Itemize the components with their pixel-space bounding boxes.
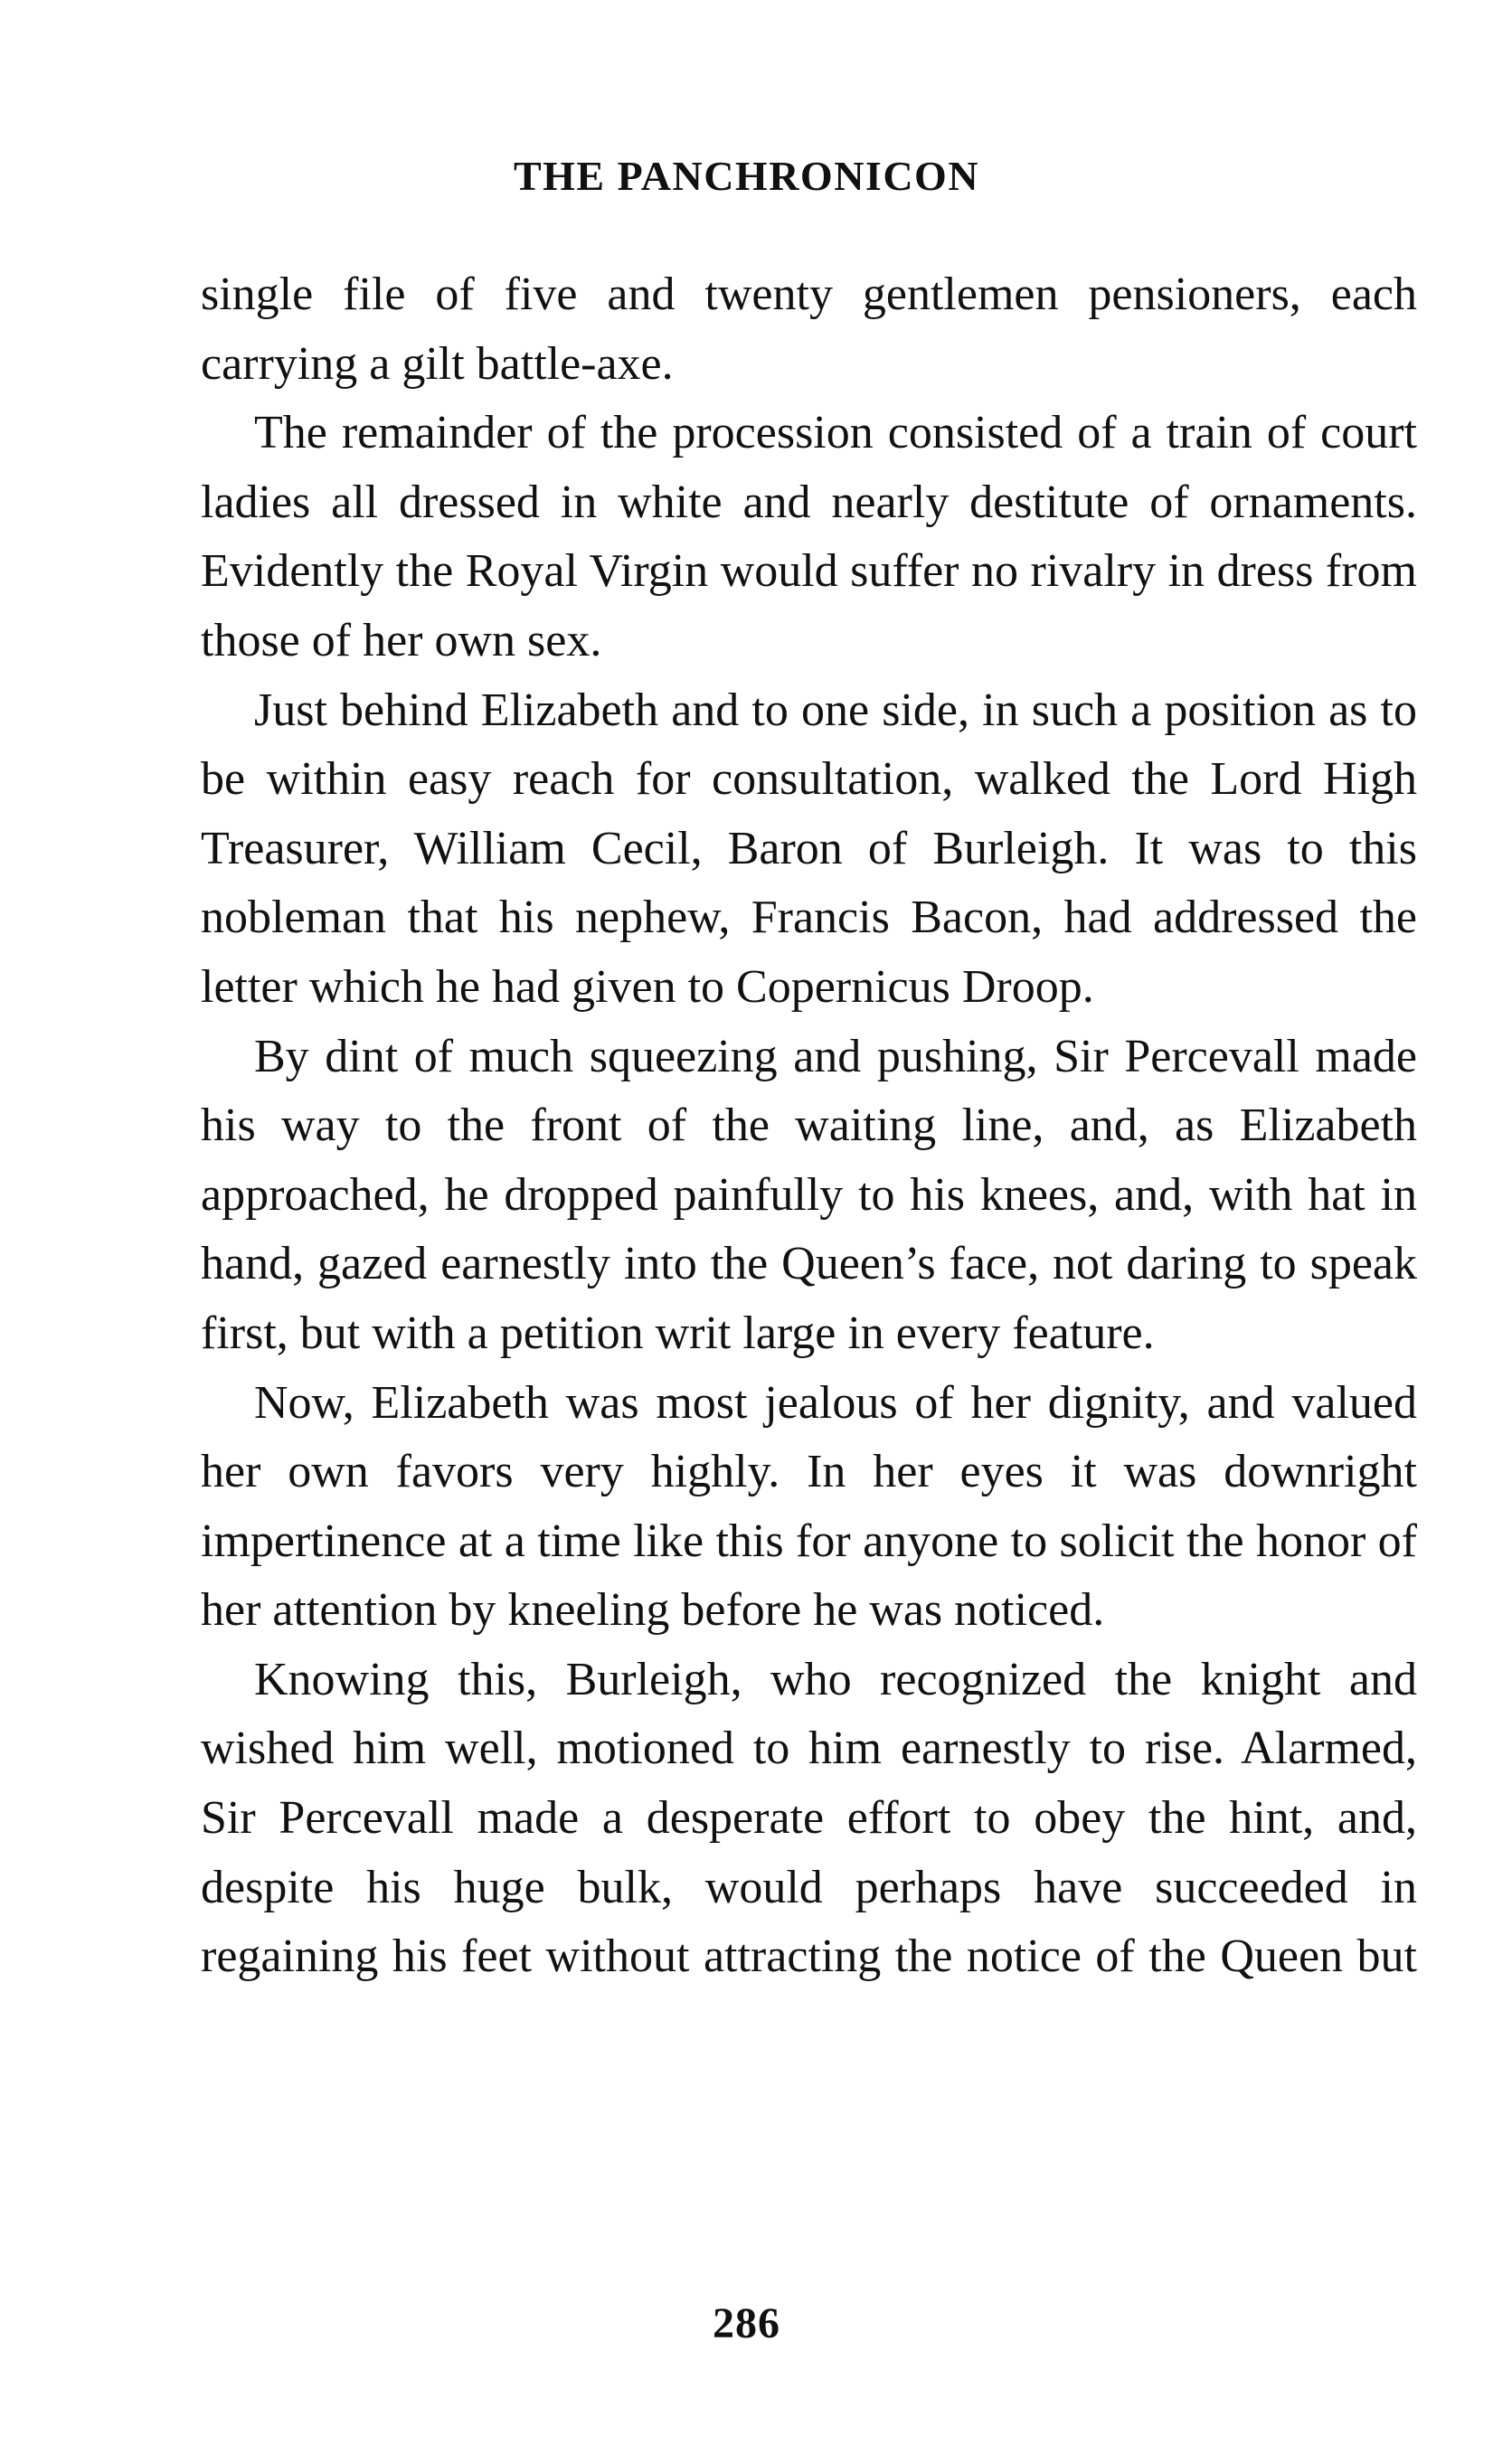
paragraph-continued: single file of five and twenty gentlemen pensioners, each carrying a gilt battle-axe. [201,269,1417,390]
paragraph: Just behind Elizabeth and to one side, in such a position as to be within easy reach for consultation, walked the Lord High Treasurer, William Cecil, Baron of Burleigh. It was to this nobleman that his nephew, Francis Bacon, had addressed the letter which he had given to Copernicus Droop. [201,684,1417,1013]
page-number: 286 [713,2299,780,2347]
paragraph: The remainder of the procession consisted of a train of court ladies all dressed in white and nearly destitute of ornaments. Evidently the Royal Virgin would suffer no rivalry in dress from those of her own sex. [201,407,1417,666]
body-text [201,260,1417,1992]
paragraph: Now, Elizabeth was most jealous of her dignity, and valued her own favors very highly. In her eyes it was downright impertinence at a time like this for anyone to solicit the honor of her attention by kneeling before he was noticed. [201,1376,1417,1637]
paragraph: By dint of much squeezing and pushing, Sir Percevall made his way to the front of the waiting line, and, as Elizabeth approached, he dropped painfully to his knees, and, with hat in hand, gazed earnestly into the Queen’s face, not daring to speak first, but with a petition writ large in every feature. [201,1030,1417,1359]
running-head: THE PANCHRONICON [513,153,980,199]
paragraph-runs-over: Knowing this, Burleigh, who recognized the knight and wished him well, motioned to him earnestly to rise. Alarmed, Sir Percevall made a desperate effort to obey the hint, and, despite his huge bulk, would perhaps have succeeded in regaining his feet without attracting the notice of the Queen but [201,1653,1417,1983]
